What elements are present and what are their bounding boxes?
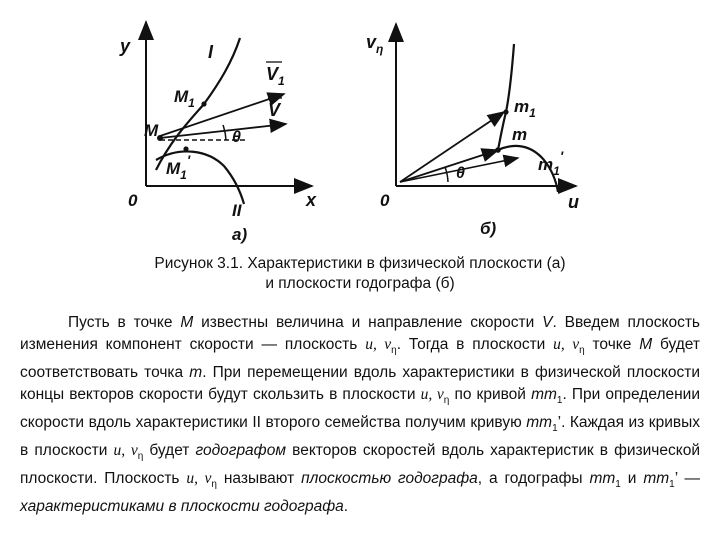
math-mm1: mm <box>526 414 553 432</box>
math-sub-1: 1 <box>615 479 621 491</box>
term-hodograph-plane: плоскостью годографа <box>301 470 478 488</box>
panel-a <box>119 22 317 244</box>
text-span: Пусть в точке <box>68 314 181 331</box>
text-span: . Введем плоскость изменения компонент скорости — плоскость <box>20 314 700 353</box>
math-u-v: u, v <box>365 336 392 353</box>
text-span: и <box>620 470 644 488</box>
panel-b-theta-label: θ <box>456 165 465 182</box>
caption-line-1: Рисунок 3.1. Характеристики в физической плоскости (а) <box>154 255 566 272</box>
panel-a-curve-I-label: I <box>208 42 214 62</box>
text-span: векторов скоростей вдоль характеристик в физической плоскости. Плоскость <box>20 442 700 488</box>
math-u-v: u, v <box>113 442 138 460</box>
panel-a-tag: a) <box>232 225 248 244</box>
math-V: V <box>542 314 553 331</box>
panel-a-y-label: y <box>120 36 131 56</box>
math-eta: η <box>391 345 397 357</box>
panel-b-m1p-label: $m_1'$ <box>538 148 564 178</box>
panel-b-origin: 0 <box>380 191 390 210</box>
text-span: будет <box>143 442 196 460</box>
panel-a-origin: 0 <box>128 191 138 210</box>
text-span: известны величина и направление скорости <box>193 314 543 331</box>
panel-a-V-label: V <box>268 100 281 120</box>
figure-caption <box>60 254 660 294</box>
text-span: . При перемещении вдоль характеристики в физической плоскости концы векторов скорости будут скользить в плоскости <box>20 364 700 404</box>
text-span: ’. Каждая из кривых в плоскости <box>20 414 700 460</box>
panel-b <box>366 24 579 238</box>
math-M: M <box>639 336 653 353</box>
math-u-v: u, v <box>186 470 212 488</box>
text-span: по кривой <box>449 386 532 404</box>
text-span: . Тогда в плоскости <box>396 336 554 353</box>
text-span: точке <box>584 336 640 353</box>
panel-b-vector-m <box>400 150 498 182</box>
panel-b-point-m <box>495 147 501 153</box>
panel-a-V1-label: $V_1$ <box>266 64 285 88</box>
panel-b-angle-arc <box>445 167 448 182</box>
term-hodograph: годографом <box>195 442 287 460</box>
text-span: . При определении скорости вдоль характеристики II второго семейства получим кривую <box>20 386 700 432</box>
figure-svg <box>100 8 606 248</box>
panel-a-point-M1p <box>183 146 188 151</box>
math-sub-1: 1 <box>669 479 675 491</box>
math-m: m <box>189 364 203 382</box>
math-u-v: u, v <box>420 386 444 404</box>
text-span: называют <box>216 470 302 488</box>
text-span: ’ — <box>674 470 700 488</box>
math-mm1: mm <box>589 470 616 488</box>
math-sub-1: 1 <box>552 423 558 435</box>
panel-b-m-label: m <box>512 125 528 144</box>
math-mm1: mm <box>531 386 557 404</box>
math-eta: η <box>443 395 450 407</box>
math-eta: η <box>211 479 217 491</box>
panel-b-v-label: $v_\eta$ <box>366 32 384 56</box>
panel-b-tag: б) <box>480 219 497 238</box>
math-M: M <box>180 314 194 331</box>
panel-a-angle-arc <box>223 125 226 140</box>
caption-line-2: и плоскости годографа (б) <box>265 275 455 292</box>
panel-b-point-m1 <box>503 109 508 114</box>
panel-a-curve-I <box>156 38 240 170</box>
panel-b-u-label: u <box>568 192 579 212</box>
figure <box>100 8 606 248</box>
panel-a-M1p-label: $M_1'$ <box>166 152 191 182</box>
term-hodograph-characteristics: характеристиками в плоскости годографа <box>20 498 344 516</box>
text-span: , а годографы <box>477 470 590 488</box>
text-span: . <box>343 498 349 516</box>
math-u-v: u, v <box>553 336 580 353</box>
math-mm1: mm <box>643 470 670 488</box>
body-text <box>20 312 700 518</box>
text-span: будет соответствовать точка <box>20 336 700 382</box>
panel-a-M-label: M <box>144 121 159 140</box>
panel-b-m1-label: $m_1$ <box>514 97 536 120</box>
math-eta: η <box>137 451 144 463</box>
panel-a-x-label: x <box>306 190 317 210</box>
paragraph <box>20 312 700 518</box>
panel-a-point-M1 <box>201 101 206 106</box>
math-eta: η <box>579 345 585 357</box>
panel-a-theta-label: θ <box>232 129 241 146</box>
panel-a-M1-label: $M_1$ <box>174 87 195 110</box>
panel-a-curve-II-label: II <box>232 201 242 220</box>
math-sub-1: 1 <box>556 395 563 407</box>
